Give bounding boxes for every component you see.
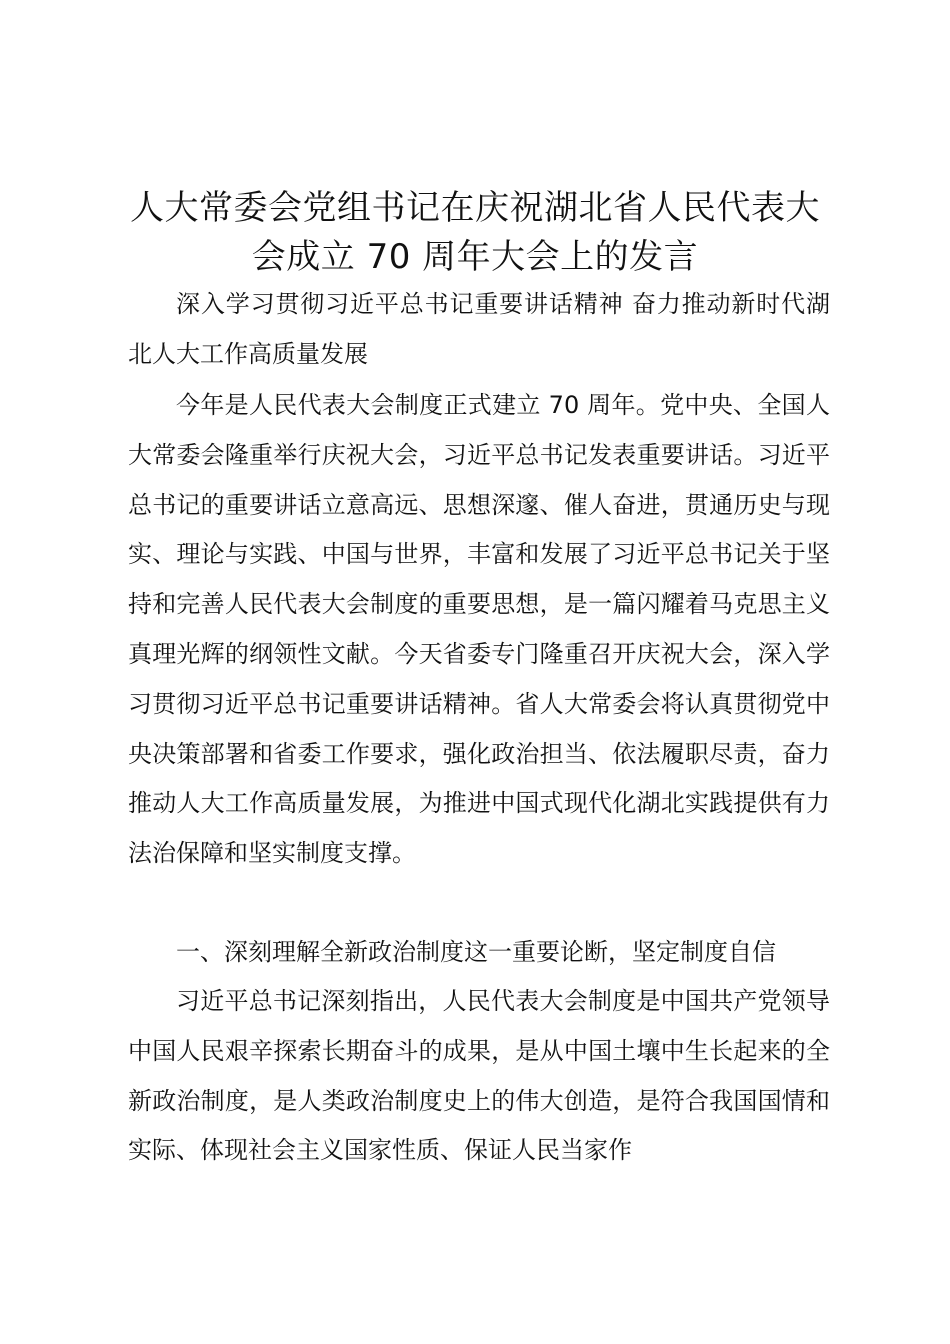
paragraph-1: 今年是人民代表大会制度正式建立 70 周年。党中央、全国人大常委会隆重举行庆祝大会，习近平总书记发表重要讲话。习近平总书记的重要讲话立意高远、思想深邃、催人奋进，贯通历史与现实、理论与实践、中国与世界，丰富和发展了习近平总书记关于坚持和完善人民代表大会制度的重要思想，是一篇闪耀着马克思主义真理光辉的纲领性文献。今天省委专门隆重召开庆祝大会，深入学习贯彻习近平总书记重要讲话精神。省人大常委会将认真贯彻党中央决策部署和省委工作要求，强化政治担当、依法履职尽责，奋力推动人大工作高质量发展，为推进中国式现代化湖北实践提供有力法治保障和坚实制度支撑。: [128, 391, 830, 868]
document-title-line-1: 人大常委会党组书记在庆祝湖北省人民代表大: [130, 188, 820, 228]
document-subtitle: 深入学习贯彻习近平总书记重要讲话精神 奋力推动新时代湖北人大工作高质量发展: [128, 290, 830, 368]
section-heading-1: 一、深刻理解全新政治制度这一重要论断，坚定制度自信: [176, 938, 776, 966]
document-title-line-2: 会成立 70 周年大会上的发言: [251, 237, 699, 277]
paragraph-2: 习近平总书记深刻指出，人民代表大会制度是中国共产党领导中国人民艰辛探索长期奋斗的成果，是从中国土壤中生长起来的全新政治制度，是人类政治制度史上的伟大创造，是符合我国国情和实际、体现社会主义国家性质、保证人民当家作: [128, 987, 830, 1165]
